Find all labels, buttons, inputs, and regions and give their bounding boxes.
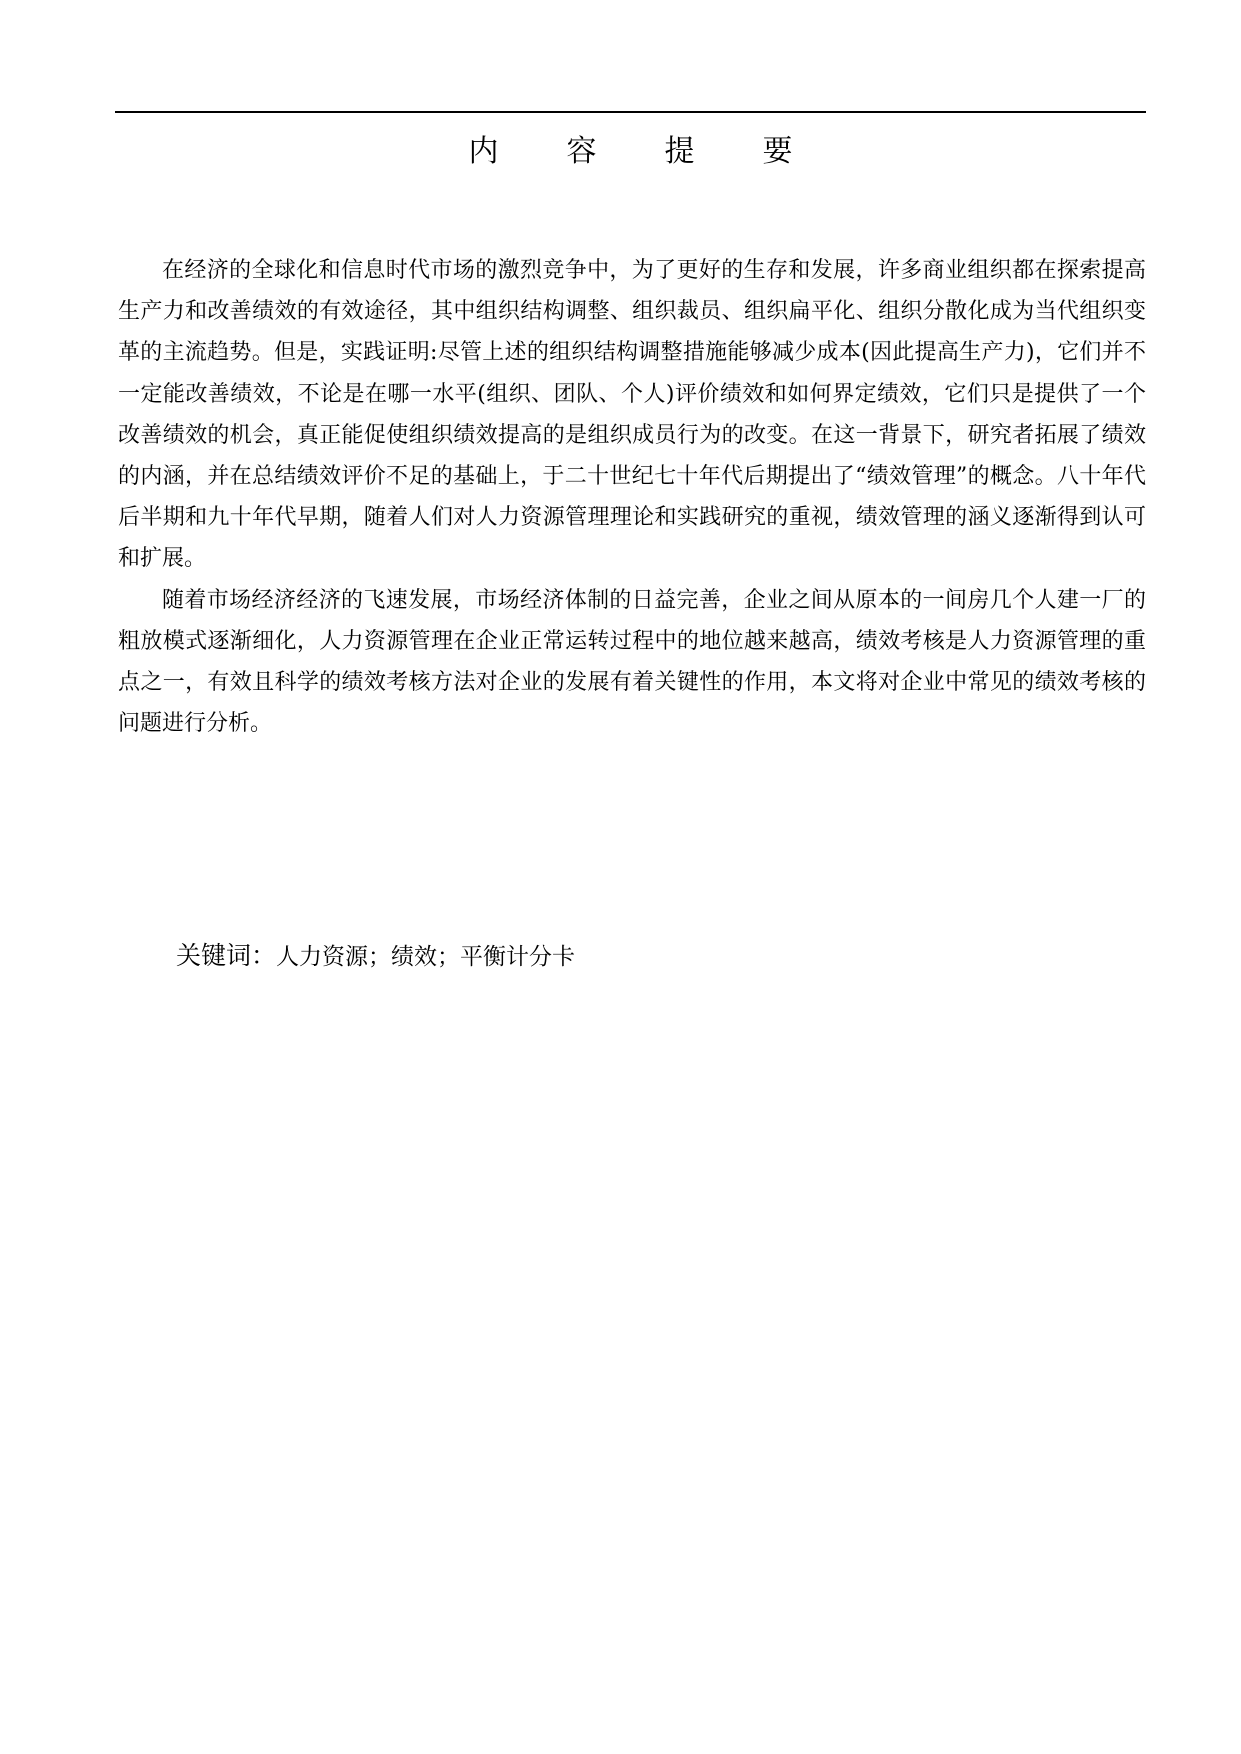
page-title [115, 132, 1146, 172]
keywords-value: 人力资源；绩效；平衡计分卡 [276, 944, 576, 970]
title-char: 要 [762, 134, 793, 169]
header-rule [115, 111, 1146, 113]
keywords-line [176, 938, 1076, 975]
abstract-body [118, 250, 1146, 744]
title-char: 内 [468, 134, 499, 169]
keywords-label: 关键词： [176, 941, 277, 970]
abstract-paragraph-2: 随着市场经济经济的飞速发展，市场经济体制的日益完善，企业之间从原本的一间房几个人建一厂的粗放模式逐渐细化，人力资源管理在企业正常运转过程中的地位越来越高，绩效考核是人力资源管理的重点之一，有效且科学的绩效考核方法对企业的发展有着关键性的作用，本文将对企业中常见的绩效考核的问题进行分析。 [118, 587, 1146, 737]
title-char: 提 [664, 134, 695, 169]
abstract-paragraph-1: 在经济的全球化和信息时代市场的激烈竞争中，为了更好的生存和发展，许多商业组织都在探索提高生产力和改善绩效的有效途径，其中组织结构调整、组织裁员、组织扁平化、组织分散化成为当代组织变革的主流趋势。但是，实践证明:尽管上述的组织结构调整措施能够减少成本(因此提高生产力)，它们并不一定能改善绩效，不论是在哪一水平(组织、团队、个人)评价绩效和如何界定绩效，它们只是提供了一个改善绩效的机会，真正能促使组织绩效提高的是组织成员行为的改变。在这一背景下，研究者拓展了绩效的内涵，并在总结绩效评价不足的基础上，于二十世纪七十年代后期提出了“绩效管理”的概念。八十年代后半期和九十年代早期，随着人们对人力资源管理理论和实践研究的重视，绩效管理的涵义逐渐得到认可和扩展。 [118, 258, 1146, 572]
title-char: 容 [566, 134, 597, 169]
